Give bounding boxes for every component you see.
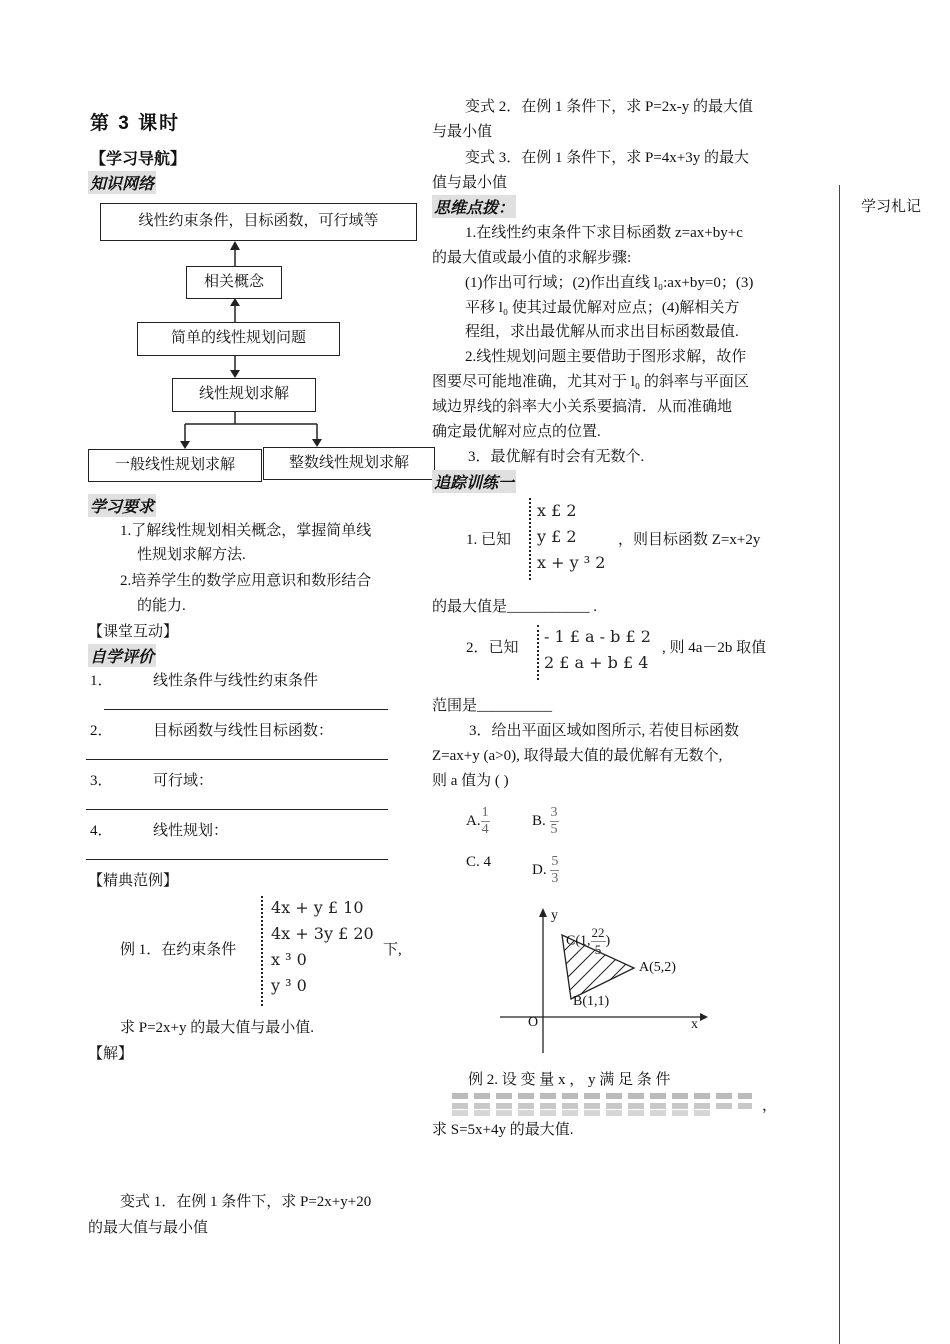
nav-heading: 【学习导航】 — [90, 151, 187, 168]
option-a-fraction: $\frac{1}{4}$ — [481, 805, 489, 837]
q1-tail: 的最大值是___________ . — [432, 599, 598, 615]
concept-box-lp-solve: 线性规划求解 — [172, 378, 316, 412]
self-eval-text-3: 可行域： — [153, 773, 214, 789]
example-2-question: 求 S=5x+4y 的最大值. — [432, 1122, 574, 1138]
constraint-3: x ³ 0 — [271, 950, 307, 969]
answer-line-3 — [86, 809, 388, 810]
requirement-2: 2.培养学生的数学应用意识和数形结合 — [120, 573, 372, 589]
tip-line-2: 的最大值或最小值的求解步骤: — [432, 250, 632, 266]
tip-line-1: 1.在线性约束条件下求目标函数 z=ax+by+c — [465, 225, 743, 241]
example-1-suffix: 下, — [383, 942, 402, 958]
q2-constraint-2: 2 £ a + b £ 4 — [544, 653, 649, 672]
tip-line-7: 图要尽可能地准确，尤其对于 l₀ 的斜率与平面区 — [432, 374, 749, 390]
margin-notes-label: 学习札记 — [861, 199, 922, 215]
option-a[interactable] — [466, 805, 490, 838]
margin-divider — [839, 185, 840, 1344]
q1-constraint-2: y £ 2 — [537, 527, 577, 546]
concept-box-general-lp: 一般线性规划求解 — [88, 449, 262, 482]
example-1-system — [271, 895, 374, 999]
q1-suffix: ，则目标函数 Z=x+2y — [618, 532, 761, 548]
example-1-question: 求 P=2x+y 的最大值与最小值. — [120, 1020, 315, 1036]
self-eval-num-4: 4． — [90, 823, 113, 839]
concept-box-integer-lp: 整数线性规划求解 — [263, 447, 435, 480]
diagram-arrows — [0, 0, 450, 500]
q3-line-3: 则 a 值为 ( ) — [432, 773, 509, 789]
self-eval-heading: 自学评价 — [88, 644, 156, 667]
q1-system — [537, 498, 605, 576]
knowledge-heading: 知识网络 — [88, 171, 156, 194]
variant-2-cont: 与最小值 — [432, 124, 493, 140]
lesson-title: 第 3 课时 — [90, 113, 181, 134]
example-2-comma: ， — [762, 1098, 778, 1114]
option-b[interactable] — [532, 805, 559, 838]
option-d-label: D. — [532, 861, 547, 878]
classroom-heading: 【课堂互动】 — [88, 624, 179, 640]
variant-2: 变式 2．在例 1 条件下，求 P=2x-y 的最大值 — [465, 99, 754, 115]
tip-line-4: 平移 l₀ 使其过最优解对应点；(4)解相关方 — [465, 300, 740, 316]
q1-constraint-1: x £ 2 — [537, 501, 577, 520]
q2-system — [544, 624, 651, 676]
tip-line-5: 程组，求出最优解从而求出目标函数最值. — [465, 324, 739, 340]
point-c-label: C(1, $\frac{22}{5}$ ) — [566, 925, 611, 957]
tip-line-9: 确定最优解对应点的位置. — [432, 424, 601, 440]
answer-line-2 — [86, 759, 388, 760]
option-c[interactable]: C. 4 — [466, 854, 492, 870]
variant-3-cont: 值与最小值 — [432, 175, 508, 191]
q2-prefix: 2．已知 — [466, 640, 519, 656]
tip-line-3: (1)作出可行域；(2)作出直线 l₀:ax+by=0；(3) — [465, 275, 754, 291]
solution-label: 【解】 — [88, 1046, 134, 1062]
tip-line-8: 域边界线的斜率大小关系要搞清．从而准确地 — [432, 399, 733, 415]
track-heading: 追踪训练一 — [432, 470, 516, 493]
region-graph — [500, 905, 710, 1057]
concept-box-simple-lp: 简单的线性规划问题 — [137, 322, 340, 356]
self-eval-text-2: 目标函数与线性目标函数： — [153, 723, 334, 739]
q1-prefix: 1. 已知 — [466, 532, 512, 548]
tip-line-6: 2.线性规划问题主要借助于图形求解，故作 — [465, 349, 747, 365]
example-2: 例 2. 设 变 量 x ， y 满 足 条 件 — [468, 1072, 671, 1088]
variant-1-cont: 的最大值与最小值 — [88, 1220, 209, 1236]
q1-brace — [529, 498, 531, 580]
q2-tail: 范围是__________ — [432, 698, 553, 714]
constraint-4: y ³ 0 — [271, 976, 307, 995]
option-a-label: A. — [466, 812, 481, 829]
option-d[interactable] — [532, 854, 559, 887]
answer-line-4 — [86, 859, 388, 860]
self-eval-num-2: 2． — [90, 723, 113, 739]
axis-y-label: y — [551, 908, 558, 923]
q3-line-2: Z=ax+y (a>0), 取得最大值的最优解有无数个, — [432, 748, 723, 764]
variant-1: 变式 1．在例 1 条件下，求 P=2x+y+20 — [120, 1194, 372, 1210]
tip-line-10: 3．最优解有时会有无数个. — [468, 449, 645, 465]
requirement-1-cont: 性规划求解方法. — [137, 547, 246, 563]
q2-constraint-1: - 1 £ a - b £ 2 — [544, 627, 651, 646]
tips-heading: 思维点拨： — [432, 195, 516, 218]
constraint-2: 4x + 3y £ 20 — [271, 924, 374, 943]
q2-suffix: , 则 4a－2b 取值 — [662, 640, 767, 656]
concept-box-related: 相关概念 — [186, 266, 282, 299]
point-a-label: A(5,2) — [639, 960, 676, 975]
example-1-prefix: 例 1．在约束条件 — [120, 942, 237, 958]
examples-heading: 【精典范例】 — [88, 873, 179, 889]
axis-x-label: x — [691, 1017, 698, 1032]
self-eval-num-3: 3． — [90, 773, 113, 789]
point-b-label: B(1,1) — [573, 994, 610, 1009]
requirement-2-cont: 的能力. — [137, 598, 186, 614]
self-eval-text-4: 线性规划： — [153, 823, 229, 839]
q1-constraint-3: x + y ³ 2 — [537, 553, 606, 572]
option-b-label: B. — [532, 812, 546, 829]
q2-brace — [537, 625, 539, 680]
requirements-heading: 学习要求 — [88, 494, 156, 517]
option-d-fraction: $\frac{5}{3}$ — [551, 854, 559, 886]
origin-label: O — [528, 1015, 539, 1030]
variant-3: 变式 3．在例 1 条件下，求 P=4x+3y 的最大 — [465, 150, 750, 166]
constraint-1: 4x + y £ 10 — [271, 898, 364, 917]
self-eval-num-1: 1． — [90, 673, 113, 689]
option-b-fraction: $\frac{3}{5}$ — [550, 805, 558, 837]
self-eval-text-1: 线性条件与线性约束条件 — [153, 673, 319, 689]
answer-line-1 — [104, 709, 388, 710]
system-brace — [261, 896, 263, 1006]
concept-box-constraints: 线性约束条件，目标函数，可行域等 — [100, 203, 417, 241]
requirement-1: 1.了解线性规划相关概念，掌握简单线 — [120, 523, 372, 539]
q3-line-1: 3．给出平面区域如图所示, 若使目标函数 — [469, 723, 740, 739]
